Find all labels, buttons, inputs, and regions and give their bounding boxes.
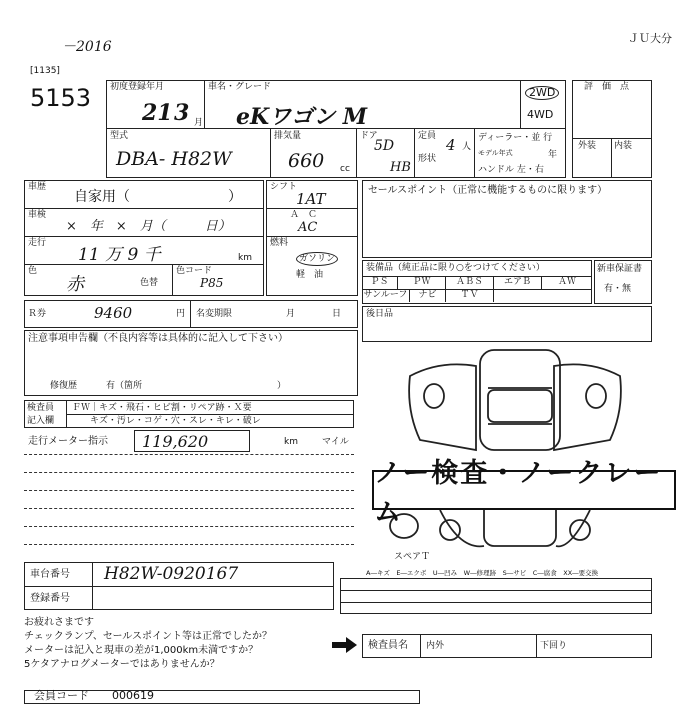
- dashed-line: [24, 490, 354, 491]
- auction-house: ＪＵ大分: [628, 32, 672, 45]
- chassis-value: H82W-0920167: [104, 564, 239, 584]
- dashed-line: [24, 526, 354, 527]
- equip-ps: ＰＳ: [362, 276, 398, 289]
- color-code-label: 色コード: [176, 266, 213, 276]
- notes-label: 注意事項申告欄（不良内容等は具体的に記入して下さい）: [28, 333, 288, 344]
- sales-point-label: セールスポイント（正常に機能するものに限ります）: [368, 185, 608, 196]
- model-label: 車名・グレード: [208, 82, 272, 92]
- divider: [536, 634, 537, 658]
- divider: [204, 80, 205, 128]
- warranty-value: 有・無: [604, 284, 632, 294]
- equip-pw: ＰＷ: [398, 276, 446, 289]
- checklist-q2: メーターは記入と現車の差が1,000km未満ですか？: [24, 645, 259, 656]
- capacity-value: 4: [446, 136, 456, 154]
- mileage-unit: km: [238, 253, 252, 263]
- model-value: eKワゴン M: [236, 104, 368, 130]
- divider: [572, 138, 652, 139]
- dashed-line: [24, 508, 354, 509]
- divider: [92, 562, 93, 610]
- fuel-label: 燃料: [270, 238, 289, 248]
- inspection-label: 車検: [28, 210, 47, 220]
- drive-2wd: 2WD: [525, 86, 559, 100]
- model-year-unit: 年: [548, 150, 558, 160]
- divider: [24, 236, 264, 237]
- registration-no-label: 登録番号: [30, 593, 70, 604]
- chassis-label: 車台番号: [30, 569, 70, 580]
- divider: [190, 300, 191, 328]
- ac-value: AC: [298, 220, 318, 235]
- divider: [24, 586, 334, 587]
- ref-code: [1135]: [30, 66, 60, 76]
- drive-4wd: 4WD: [527, 108, 554, 121]
- equip-tv: ＴＶ: [446, 289, 494, 302]
- divider: [611, 138, 612, 178]
- registration-month-unit: 月: [194, 118, 204, 128]
- dashed-line: [24, 472, 354, 473]
- legend-row1-label: 検査員: [27, 403, 55, 413]
- divider: [270, 128, 271, 178]
- rating-exterior: 外装: [578, 141, 597, 151]
- lower-right-table: [340, 578, 652, 614]
- repair-label: 修復歴: [50, 381, 78, 391]
- divider: [340, 590, 652, 591]
- model-year-label: モデル年式: [478, 149, 513, 157]
- checklist-greeting: お疲れさまです: [24, 617, 94, 628]
- usage-value: 自家用（ ）: [74, 189, 242, 205]
- warranty-label: 新車保証書: [597, 264, 643, 274]
- equipment-label: 装備品（純正品に限り○をつけてください）: [366, 263, 545, 273]
- fuel-light-oil: 軽 油: [296, 270, 324, 280]
- inspector-label: 検査員名: [368, 640, 408, 651]
- type-code-label: 型式: [110, 131, 129, 141]
- mileage-value: 11 万 9 千: [78, 245, 161, 265]
- inspection-value: × 年 × 月（ 日）: [66, 219, 231, 234]
- meter-mile: マイル: [322, 437, 349, 447]
- checklist-q1: チェックランプ、セールスポイント等は正常でしたか？: [24, 631, 272, 642]
- ac-label: Ａ Ｃ: [290, 210, 318, 220]
- meter-value: 119,620: [142, 432, 209, 451]
- displacement-label: 排気量: [274, 131, 302, 141]
- legend-row2-label: 記入欄: [27, 416, 55, 426]
- legend-row2: キズ・汚レ・コゲ・穴・スレ・キレ・破レ: [90, 416, 261, 426]
- displacement-value: 660: [288, 150, 325, 172]
- legend-row1: ＦＷ｜キズ・飛石・ヒビ割・リペア跡・Ｘ要: [72, 403, 252, 413]
- meter-label: 走行メーター指示: [28, 436, 108, 447]
- capacity-label: 定員: [418, 131, 437, 141]
- damage-legend: A―キズ E―エクボ U―凹み W―修理跡 S―サビ C―腐食 XX―要交換: [366, 569, 599, 577]
- meter-km: km: [284, 437, 298, 447]
- member-value: 000619: [112, 689, 154, 702]
- equip-aw: ＡＷ: [557, 277, 576, 287]
- inspector-lower: 下回り: [540, 641, 568, 651]
- usage-label: 車歴: [28, 182, 47, 192]
- recycle-unit: 円: [176, 309, 186, 319]
- recycle-block: [24, 300, 358, 328]
- rating-label: 評 価 点: [584, 82, 630, 92]
- equip-sunroof: サンルーフ: [362, 289, 410, 302]
- type-code-value: DBA- H82W: [116, 148, 232, 170]
- additional-label: 後日品: [366, 309, 394, 319]
- color-value: 赤: [66, 274, 84, 295]
- fuel-gasoline: ガソリン: [296, 252, 338, 266]
- equip-navi: ナビ: [410, 289, 446, 302]
- rating-interior: 内装: [614, 141, 633, 151]
- doors-value: 5D: [374, 138, 395, 154]
- divider: [172, 264, 173, 296]
- color-code-value: P85: [200, 276, 224, 290]
- body-type-value: HB: [390, 160, 411, 175]
- shift-label: シフト: [270, 182, 298, 192]
- dashed-line: [24, 454, 354, 455]
- divider: [266, 208, 358, 209]
- mileage-label: 走行: [28, 238, 47, 248]
- divider: [414, 128, 415, 178]
- displacement-unit: cc: [340, 164, 350, 174]
- rating-box: [572, 80, 652, 178]
- inspector-inout: 内外: [426, 641, 445, 651]
- repair-value: 有（箇所 ）: [106, 381, 287, 391]
- spare-label: スペアＴ: [394, 552, 431, 562]
- recycle-value: 9460: [94, 304, 133, 322]
- doors-label: ドア: [360, 131, 378, 141]
- equip-airbag: エアＢ: [494, 276, 542, 289]
- additional-block: [362, 306, 652, 342]
- divider: [66, 414, 354, 415]
- capacity-unit: 人: [462, 142, 472, 152]
- dealer-label: ディーラー・並 行: [478, 133, 553, 143]
- divider: [474, 128, 475, 178]
- checklist-q3: 5ケタアナログメーターではありませんか？: [24, 659, 220, 670]
- name-change-day: 日: [332, 309, 342, 319]
- right-arrow-icon: [332, 636, 358, 654]
- divider: [24, 208, 264, 209]
- color-label: 色: [28, 266, 38, 276]
- registration-year: 21: [142, 100, 173, 126]
- divider: [340, 602, 652, 603]
- member-label: 会員コード: [34, 689, 89, 702]
- divider: [356, 128, 357, 178]
- name-change-month: 月: [286, 309, 296, 319]
- recycle-label: Ｒ券: [28, 309, 47, 319]
- body-type-label: 形状: [418, 154, 437, 164]
- name-change-label: 名変期限: [196, 309, 233, 319]
- divider: [520, 80, 521, 128]
- meter-box: [134, 430, 250, 452]
- shift-value: 1AT: [296, 190, 326, 208]
- no-inspection-stamp: ノー検査・ノークレーム: [372, 470, 676, 510]
- date-note: －2016: [62, 39, 112, 55]
- equip-abs: ＡＢＳ: [446, 276, 494, 289]
- dashed-line: [24, 544, 354, 545]
- registration-label: 初度登録年月: [110, 82, 165, 92]
- registration-month: 3: [174, 100, 190, 126]
- lot-number: 5153: [30, 84, 92, 112]
- divider: [420, 634, 421, 658]
- divider: [266, 236, 358, 237]
- handle-label: ハンドル 左・右: [478, 165, 544, 175]
- color-change-label: 色替: [140, 278, 159, 288]
